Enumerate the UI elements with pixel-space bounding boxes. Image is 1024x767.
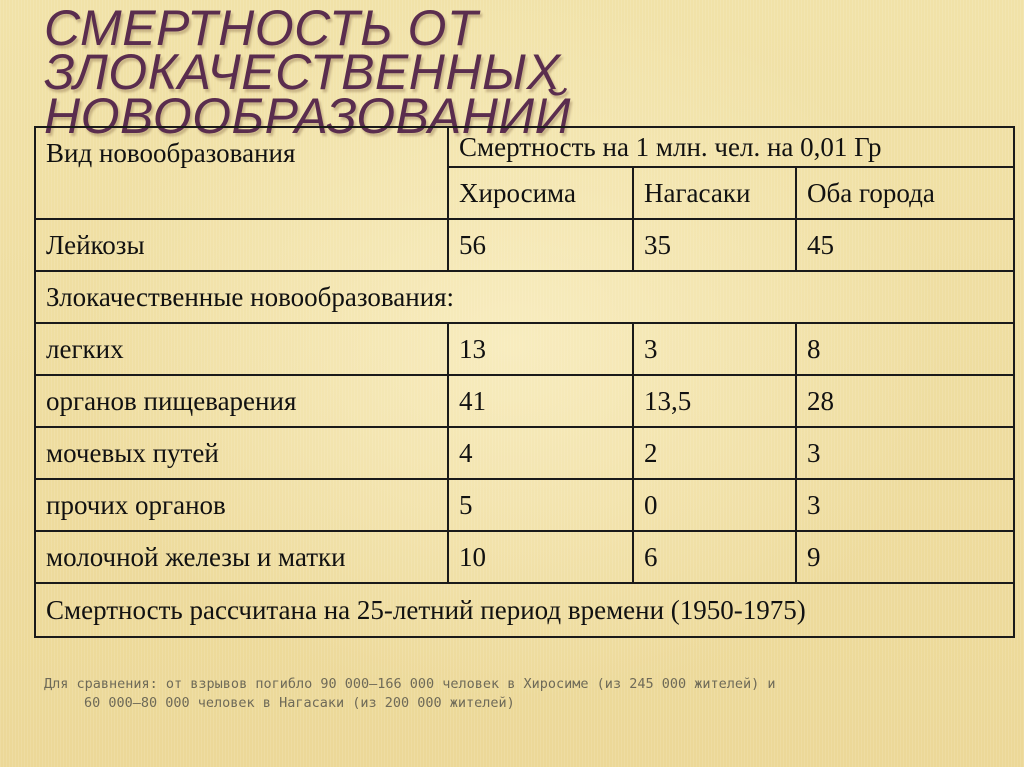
footnote-line-1: Для сравнения: от взрывов погибло 90 000–166 000 человек в Хиросиме (из 245 000 жителей) и bbox=[44, 676, 776, 692]
page-title bbox=[44, 0, 1004, 144]
header-tumor-type: Вид новообразования bbox=[35, 127, 448, 219]
row-label: легких bbox=[35, 323, 448, 375]
mortality-table bbox=[34, 126, 1015, 638]
table-row bbox=[35, 427, 1014, 479]
cell-nagasaki: 6 bbox=[633, 531, 796, 583]
cell-hiroshima: 56 bbox=[448, 219, 633, 271]
row-label: молочной железы и матки bbox=[35, 531, 448, 583]
cell-nagasaki: 13,5 bbox=[633, 375, 796, 427]
cell-hiroshima: 5 bbox=[448, 479, 633, 531]
header-city-nagasaki: Нагасаки bbox=[633, 167, 796, 219]
row-label: органов пищеварения bbox=[35, 375, 448, 427]
header-mortality: Смертность на 1 млн. чел. на 0,01 Гр bbox=[448, 127, 1014, 167]
cell-hiroshima: 13 bbox=[448, 323, 633, 375]
cell-hiroshima: 10 bbox=[448, 531, 633, 583]
table-footer-row bbox=[35, 583, 1014, 637]
cell-both: 3 bbox=[796, 427, 1014, 479]
table-row bbox=[35, 323, 1014, 375]
cell-both: 3 bbox=[796, 479, 1014, 531]
cell-nagasaki: 35 bbox=[633, 219, 796, 271]
header-city-hiroshima: Хиросима bbox=[448, 167, 633, 219]
cell-both: 8 bbox=[796, 323, 1014, 375]
footnote-line-2: 60 000–80 000 человек в Нагасаки (из 200 000 жителей) bbox=[84, 695, 515, 711]
table-row bbox=[35, 531, 1014, 583]
cell-hiroshima: 41 bbox=[448, 375, 633, 427]
cell-hiroshima: 4 bbox=[448, 427, 633, 479]
table-section-row bbox=[35, 271, 1014, 323]
title-line-1: СМЕРТНОСТЬ ОТ ЗЛОКАЧЕСТВЕННЫХ bbox=[44, 0, 561, 100]
row-label: прочих органов bbox=[35, 479, 448, 531]
cell-both: 9 bbox=[796, 531, 1014, 583]
cell-nagasaki: 0 bbox=[633, 479, 796, 531]
section-label: Злокачественные новообразования: bbox=[35, 271, 1014, 323]
table-row bbox=[35, 479, 1014, 531]
row-label: мочевых путей bbox=[35, 427, 448, 479]
row-label: Лейкозы bbox=[35, 219, 448, 271]
cell-nagasaki: 3 bbox=[633, 323, 796, 375]
table-row-leukemia bbox=[35, 219, 1014, 271]
table-header-row bbox=[35, 127, 1014, 167]
table-row bbox=[35, 375, 1014, 427]
title-line-2: НОВООБРАЗОВАНИЙ bbox=[44, 88, 571, 144]
cell-both: 28 bbox=[796, 375, 1014, 427]
cell-both: 45 bbox=[796, 219, 1014, 271]
header-city-both: Оба города bbox=[796, 167, 1014, 219]
table-footer-note: Смертность рассчитана на 25-летний период времени (1950-1975) bbox=[35, 583, 1014, 637]
comparison-footnote bbox=[44, 675, 1000, 713]
cell-nagasaki: 2 bbox=[633, 427, 796, 479]
